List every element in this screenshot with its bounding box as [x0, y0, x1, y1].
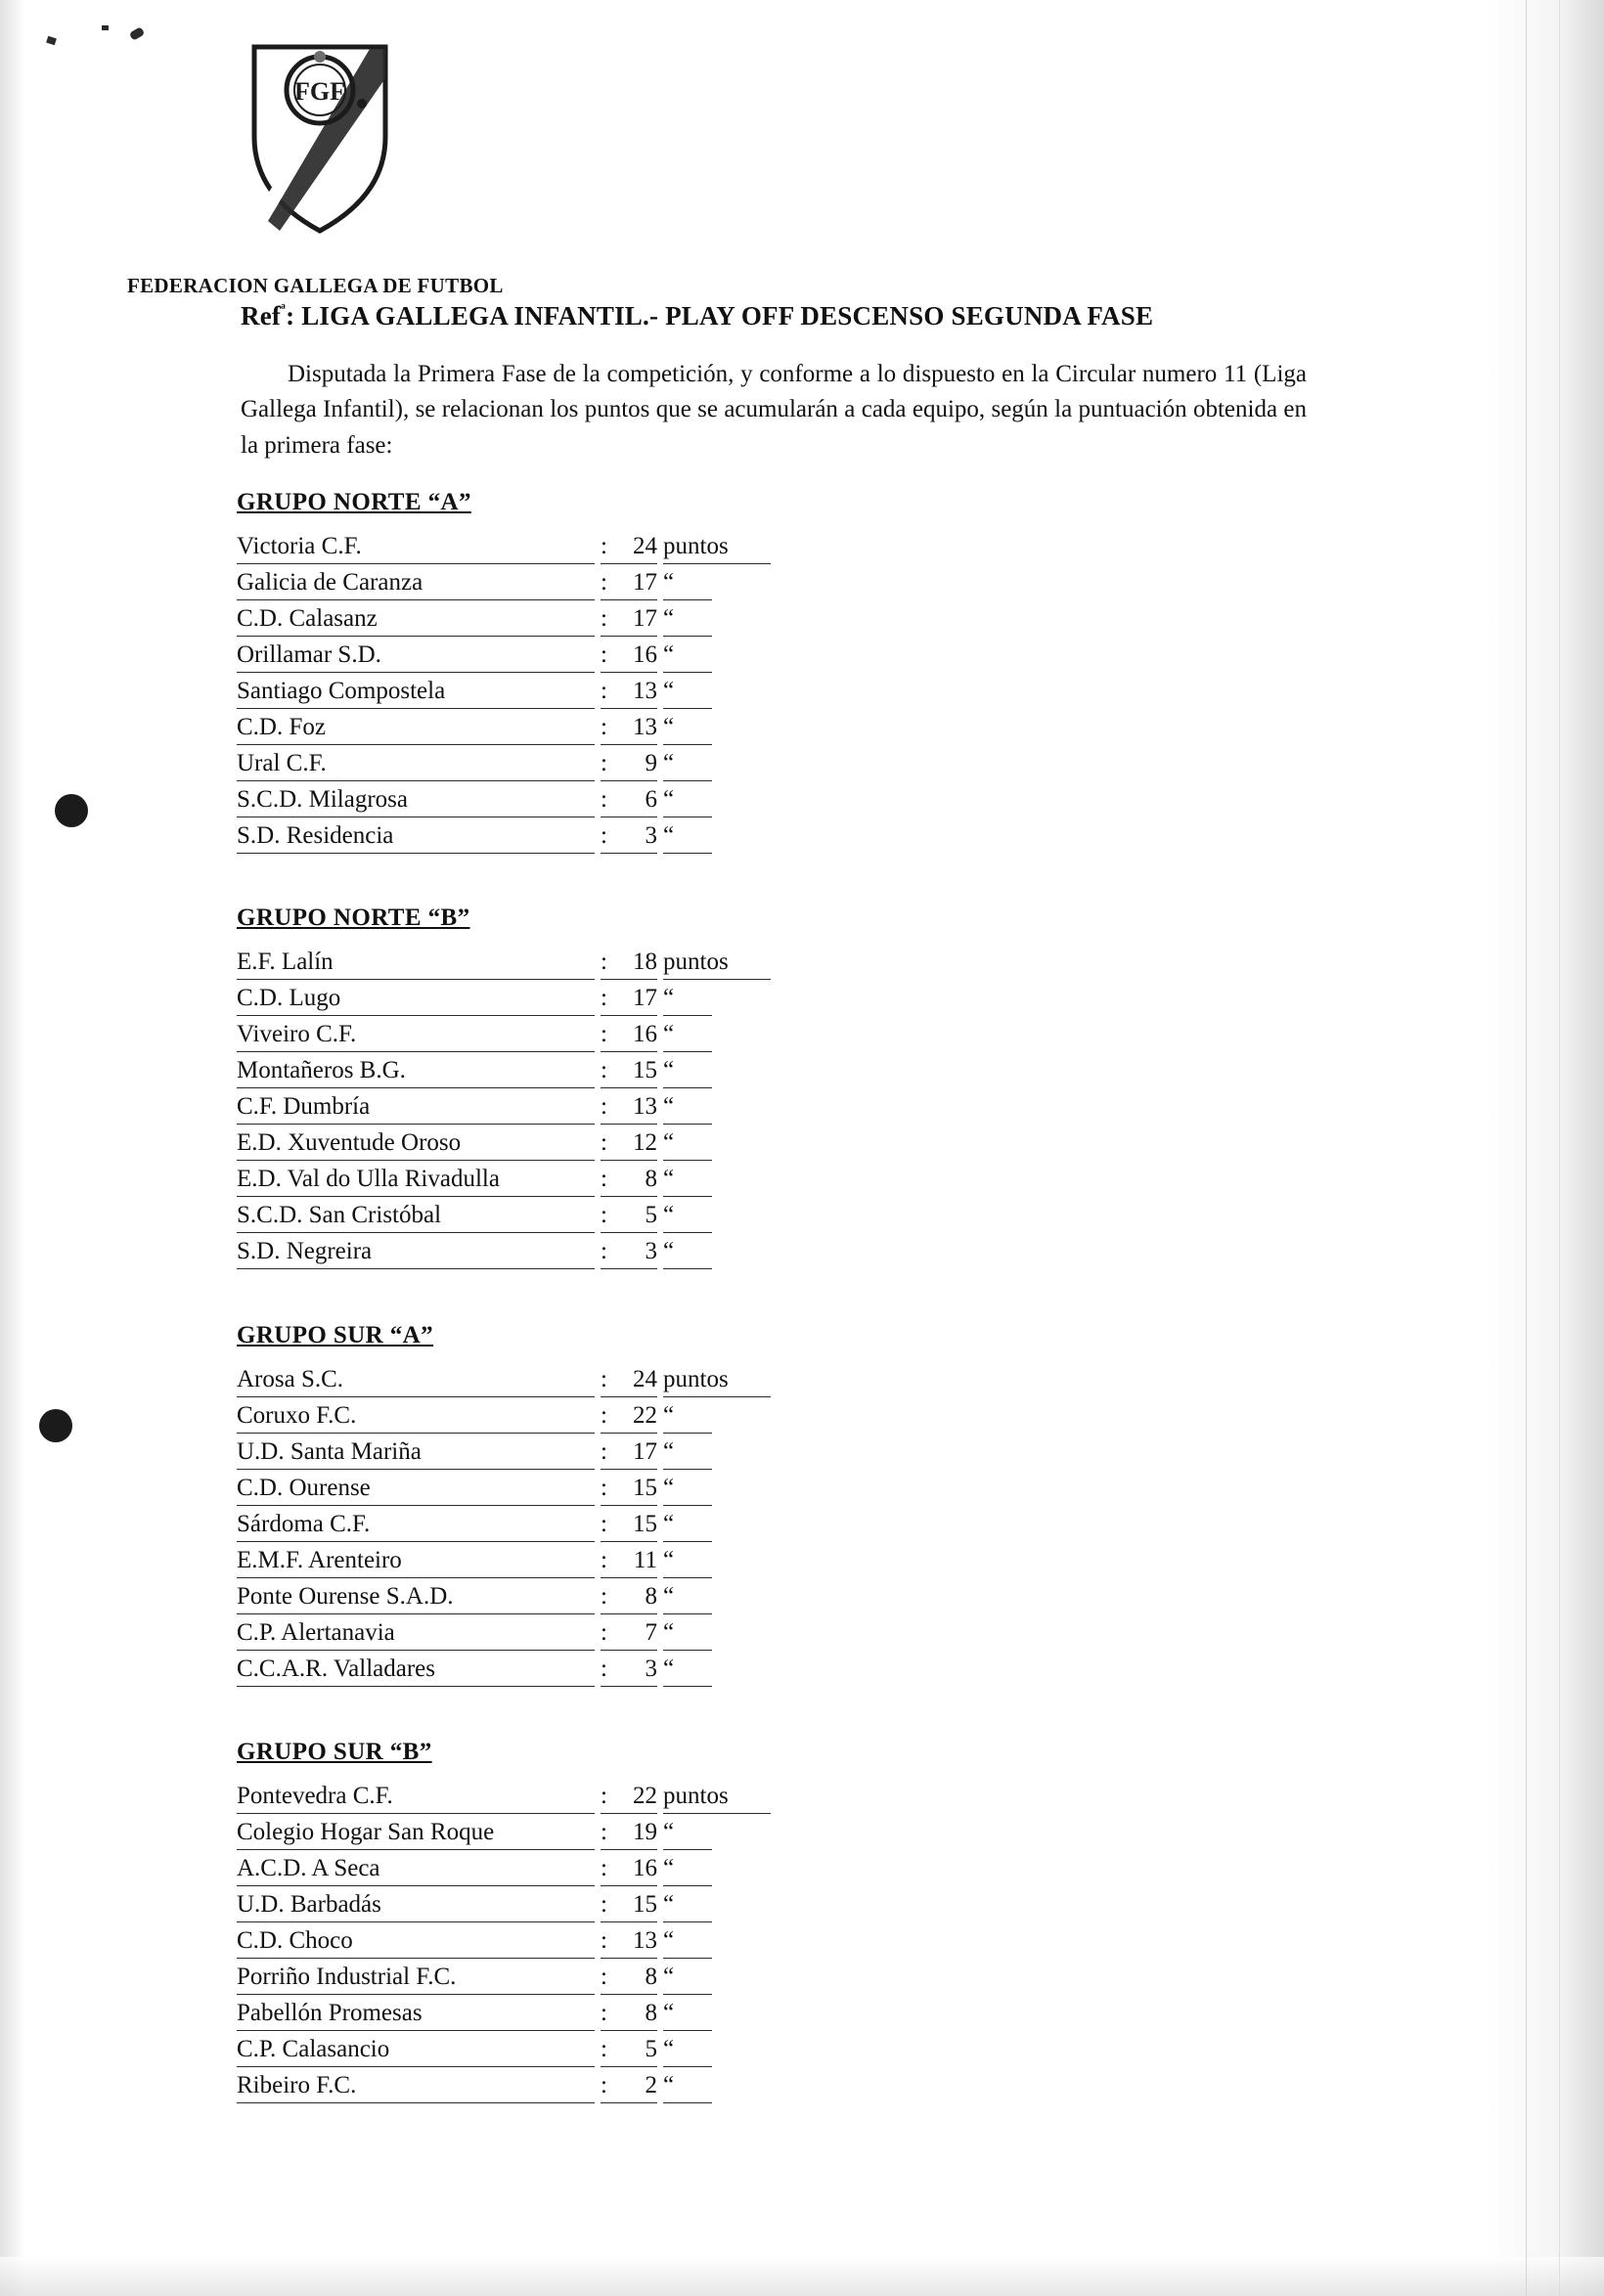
colon: : [601, 946, 618, 980]
team-name: A.C.D. A Seca [237, 1852, 595, 1886]
team-name: Orillamar S.D. [237, 639, 595, 673]
standings-row [237, 675, 784, 711]
standings-list [237, 1363, 784, 1689]
team-name: C.F. Dumbría [237, 1090, 595, 1125]
standings-row [237, 946, 784, 982]
points-value: 3 [618, 1653, 657, 1687]
points-unit: “ [663, 1399, 712, 1434]
federation-name: FEDERACION GALLEGA DE FUTBOL [127, 274, 504, 297]
standings-row [237, 1580, 784, 1616]
page-edge-shadow-left [0, 0, 25, 2296]
standings-row [237, 1508, 784, 1544]
standings-row [237, 1653, 784, 1689]
points-value: 2 [618, 2069, 657, 2103]
colon: : [601, 1780, 618, 1814]
colon: : [601, 747, 618, 781]
scan-speck [46, 36, 57, 45]
standings-row [237, 783, 784, 819]
colon: : [601, 1580, 618, 1614]
points-value: 8 [618, 1961, 657, 1995]
points-unit: puntos [663, 1363, 771, 1397]
team-name: U.D. Santa Mariña [237, 1435, 595, 1470]
colon: : [601, 602, 618, 637]
team-name: S.C.D. Milagrosa [237, 783, 595, 817]
page-fold-line [1526, 0, 1527, 2296]
colon: : [601, 1544, 618, 1578]
colon: : [601, 1852, 618, 1886]
points-unit: puntos [663, 946, 771, 980]
standings-row [237, 1363, 784, 1399]
colon: : [601, 530, 618, 564]
colon: : [601, 1090, 618, 1125]
standings-row [237, 1235, 784, 1271]
ref-superscript: ª [281, 302, 287, 319]
colon: : [601, 1435, 618, 1470]
points-value: 13 [618, 1090, 657, 1125]
points-unit: puntos [663, 530, 771, 564]
points-unit: “ [663, 1126, 712, 1161]
standings-row [237, 1163, 784, 1199]
standings-row [237, 530, 784, 566]
group-block-sur-b [237, 1739, 784, 2105]
points-unit: “ [663, 1653, 712, 1687]
colon: : [601, 711, 618, 745]
points-value: 8 [618, 1163, 657, 1197]
points-value: 5 [618, 2033, 657, 2067]
points-unit: “ [663, 1090, 712, 1125]
points-value: 9 [618, 747, 657, 781]
svg-text:FGF: FGF [294, 77, 345, 106]
team-name: E.F. Lalín [237, 946, 595, 980]
colon: : [601, 566, 618, 600]
standings-row [237, 1472, 784, 1508]
points-unit: “ [663, 602, 712, 637]
team-name: Pabellón Promesas [237, 1997, 595, 2031]
standings-row [237, 1435, 784, 1472]
points-value: 13 [618, 1924, 657, 1959]
points-unit: “ [663, 1472, 712, 1506]
colon: : [601, 783, 618, 817]
standings-row [237, 1054, 784, 1090]
points-unit: “ [663, 2033, 712, 2067]
group-title: GRUPO SUR “A” [237, 1322, 434, 1348]
points-unit: “ [663, 566, 712, 600]
colon: : [601, 1961, 618, 1995]
points-value: 5 [618, 1199, 657, 1233]
points-value: 24 [618, 530, 657, 564]
points-value: 22 [618, 1780, 657, 1814]
points-unit: “ [663, 1852, 712, 1886]
points-unit: “ [663, 1054, 712, 1088]
standings-row [237, 1616, 784, 1653]
team-name: Victoria C.F. [237, 530, 595, 564]
points-unit: “ [663, 1508, 712, 1542]
points-unit: “ [663, 1199, 712, 1233]
team-name: C.D. Calasanz [237, 602, 595, 637]
points-unit: “ [663, 1924, 712, 1959]
points-value: 17 [618, 566, 657, 600]
ref-text: : LIGA GALLEGA INFANTIL.- PLAY OFF DESCENSO SEGUNDA FASE [286, 301, 1154, 331]
team-name: C.D. Choco [237, 1924, 595, 1959]
group-title: GRUPO NORTE “A” [237, 489, 471, 515]
points-value: 17 [618, 602, 657, 637]
colon: : [601, 1472, 618, 1506]
standings-row [237, 1126, 784, 1163]
points-unit: “ [663, 747, 712, 781]
points-value: 22 [618, 1399, 657, 1434]
colon: : [601, 982, 618, 1016]
points-value: 8 [618, 1997, 657, 2031]
team-name: C.D. Lugo [237, 982, 595, 1016]
standings-row [237, 1199, 784, 1235]
colon: : [601, 1126, 618, 1161]
standings-row [237, 1544, 784, 1580]
page-fold-line-secondary [1559, 0, 1560, 2296]
team-name: S.C.D. San Cristóbal [237, 1199, 595, 1233]
group-title: GRUPO SUR “B” [237, 1739, 432, 1765]
points-value: 15 [618, 1888, 657, 1922]
team-name: C.C.A.R. Valladares [237, 1653, 595, 1687]
points-unit: “ [663, 1235, 712, 1269]
points-unit: “ [663, 711, 712, 745]
page-edge-shadow-bottom [0, 2257, 1604, 2296]
colon: : [601, 1363, 618, 1397]
standings-row [237, 711, 784, 747]
team-name: E.D. Val do Ulla Rivadulla [237, 1163, 595, 1197]
team-name: Montañeros B.G. [237, 1054, 595, 1088]
team-name: Galicia de Caranza [237, 566, 595, 600]
standings-row [237, 566, 784, 602]
points-unit: “ [663, 1888, 712, 1922]
points-unit: “ [663, 1997, 712, 2031]
points-unit: “ [663, 1435, 712, 1470]
points-unit: “ [663, 1163, 712, 1197]
group-block-sur-a [237, 1322, 784, 1689]
points-unit: puntos [663, 1780, 771, 1814]
points-value: 17 [618, 982, 657, 1016]
intro-paragraph: Disputada la Primera Fase de la competición, y conforme a lo dispuesto en la Circular numero 11 (Liga Gallega Infantil), se relacionan los puntos que se acumularán a cada equipo, según la puntuación obtenida en la primera fase: [241, 361, 1307, 459]
colon: : [601, 1399, 618, 1434]
colon: : [601, 1508, 618, 1542]
points-unit: “ [663, 1018, 712, 1052]
team-name: Coruxo F.C. [237, 1399, 595, 1434]
team-name: Porriño Industrial F.C. [237, 1961, 595, 1995]
colon: : [601, 2069, 618, 2103]
points-value: 16 [618, 639, 657, 673]
colon: : [601, 1888, 618, 1922]
colon: : [601, 1997, 618, 2031]
group-title: GRUPO NORTE “B” [237, 905, 470, 931]
colon: : [601, 675, 618, 709]
team-name: Arosa S.C. [237, 1363, 595, 1397]
points-value: 12 [618, 1126, 657, 1161]
ref-label: Ref [241, 301, 282, 331]
points-unit: “ [663, 639, 712, 673]
colon: : [601, 2033, 618, 2067]
standings-list [237, 1780, 784, 2105]
page-edge-shadow-right [1487, 0, 1604, 2296]
punch-hole-top [55, 794, 88, 827]
points-unit: “ [663, 982, 712, 1016]
colon: : [601, 639, 618, 673]
points-value: 15 [618, 1054, 657, 1088]
team-name: Santiago Compostela [237, 675, 595, 709]
standings-row [237, 1816, 784, 1852]
points-value: 17 [618, 1435, 657, 1470]
federation-crest-icon [246, 39, 393, 235]
team-name: E.D. Xuventude Oroso [237, 1126, 595, 1161]
standings-row [237, 1961, 784, 1997]
standings-list [237, 530, 784, 856]
group-block-norte-b [237, 905, 784, 1271]
team-name: C.P. Calasancio [237, 2033, 595, 2067]
team-name: C.D. Foz [237, 711, 595, 745]
scan-speck [129, 26, 146, 41]
points-unit: “ [663, 1961, 712, 1995]
points-unit: “ [663, 1544, 712, 1578]
points-value: 6 [618, 783, 657, 817]
team-name: U.D. Barbadás [237, 1888, 595, 1922]
standings-row [237, 1852, 784, 1888]
points-value: 24 [618, 1363, 657, 1397]
points-value: 3 [618, 819, 657, 854]
standings-row [237, 639, 784, 675]
points-unit: “ [663, 1580, 712, 1614]
standings-row [237, 602, 784, 639]
standings-row [237, 747, 784, 783]
team-name: C.D. Ourense [237, 1472, 595, 1506]
colon: : [601, 1235, 618, 1269]
points-value: 16 [618, 1852, 657, 1886]
team-name: Ponte Ourense S.A.D. [237, 1580, 595, 1614]
team-name: Viveiro C.F. [237, 1018, 595, 1052]
standings-row [237, 819, 784, 856]
team-name: Ural C.F. [237, 747, 595, 781]
standings-row [237, 1780, 784, 1816]
colon: : [601, 1199, 618, 1233]
standings-row [237, 1924, 784, 1961]
points-value: 15 [618, 1472, 657, 1506]
document-title [241, 301, 1153, 331]
points-value: 13 [618, 711, 657, 745]
team-name: Colegio Hogar San Roque [237, 1816, 595, 1850]
points-value: 13 [618, 675, 657, 709]
points-value: 8 [618, 1580, 657, 1614]
punch-hole-bottom [39, 1409, 72, 1442]
standings-row [237, 1090, 784, 1126]
colon: : [601, 1924, 618, 1959]
points-value: 19 [618, 1816, 657, 1850]
points-value: 15 [618, 1508, 657, 1542]
group-block-norte-a [237, 489, 784, 856]
team-name: Pontevedra C.F. [237, 1780, 595, 1814]
team-name: C.P. Alertanavia [237, 1616, 595, 1651]
team-name: S.D. Negreira [237, 1235, 595, 1269]
team-name: Ribeiro F.C. [237, 2069, 595, 2103]
points-unit: “ [663, 675, 712, 709]
points-value: 3 [618, 1235, 657, 1269]
team-name: E.M.F. Arenteiro [237, 1544, 595, 1578]
points-unit: “ [663, 1616, 712, 1651]
team-name: Sárdoma C.F. [237, 1508, 595, 1542]
standings-row [237, 1018, 784, 1054]
points-value: 16 [618, 1018, 657, 1052]
standings-list [237, 946, 784, 1271]
colon: : [601, 1054, 618, 1088]
points-unit: “ [663, 819, 712, 854]
colon: : [601, 1163, 618, 1197]
colon: : [601, 1616, 618, 1651]
colon: : [601, 1018, 618, 1052]
team-name: S.D. Residencia [237, 819, 595, 854]
standings-row [237, 1399, 784, 1435]
colon: : [601, 1653, 618, 1687]
standings-row [237, 1997, 784, 2033]
points-unit: “ [663, 1816, 712, 1850]
colon: : [601, 819, 618, 854]
points-value: 18 [618, 946, 657, 980]
points-unit: “ [663, 783, 712, 817]
points-value: 7 [618, 1616, 657, 1651]
standings-row [237, 2069, 784, 2105]
colon: : [601, 1816, 618, 1850]
standings-row [237, 1888, 784, 1924]
points-value: 11 [618, 1544, 657, 1578]
scan-speck [102, 25, 109, 30]
points-unit: “ [663, 2069, 712, 2103]
standings-row [237, 982, 784, 1018]
standings-row [237, 2033, 784, 2069]
